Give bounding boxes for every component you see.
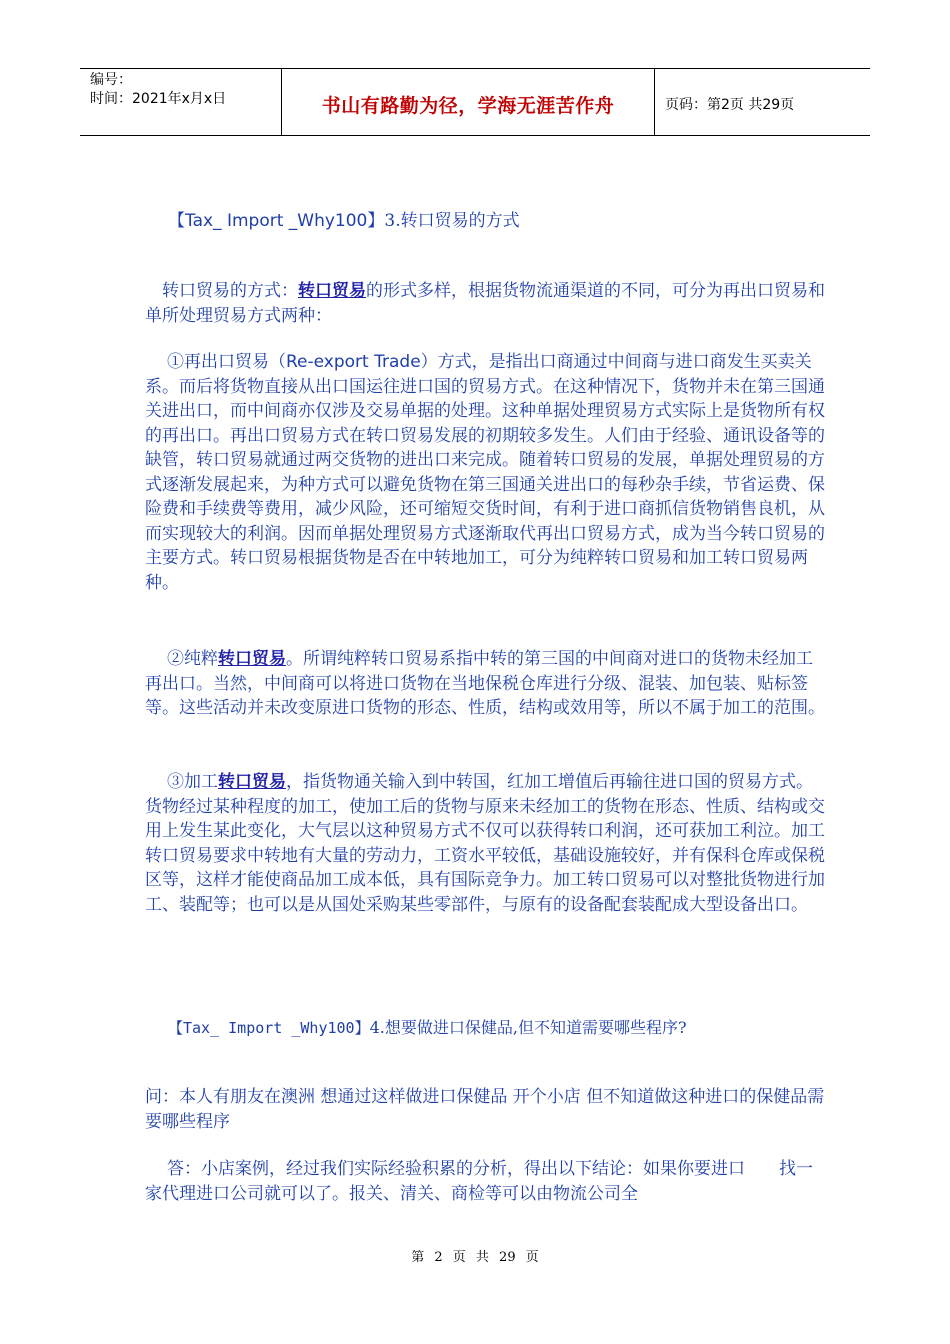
page-footer: 第 2 页 共 29 页	[411, 1250, 539, 1265]
transit-trade-link[interactable]: 转口贸易	[218, 772, 286, 792]
section-title-text: 3.转口贸易的方式	[384, 211, 520, 231]
paragraph-re-export: ①再出口贸易（Re-export Trade）方式，是指出口商通过中间商与进口商发生买卖关系。而后将货物直接从出口国运往进口国的贸易方式。在这种情况下，货物并未在第三国通关进出口，而中间商亦仅涉及交易单据的处理。这种单据处理贸易方式实际上是货物所有权的再出口。再出口贸易方式在转口贸易发展的初期较多发生。人们由于经验、通讯设备等的缺管，转口贸易就通过两交货物的进出口来完成。随着转口贸易的发展，单据处理贸易的方式逐渐发展起来，为种方式可以避免货物在第三国通关进出口的每秒杂手续，节省运费、保险费和手续费等费用，减少风险，还可缩短交货时间，有利于进口商抓信货物销售良机，从而实现较大的利润。因而单据处理贸易方式逐渐取代再出口贸易方式，成为当今转口贸易的主要方式。转口贸易根据货物是否在中转地加工，可分为纯粹转口贸易和加工转口贸易两种。	[145, 352, 825, 593]
transit-trade-link[interactable]: 转口贸易	[218, 649, 286, 669]
number-label: 编号：	[90, 72, 132, 88]
header-divider	[654, 69, 655, 136]
header-table	[80, 68, 870, 136]
date-label: 时间：2021年x月x日	[90, 91, 227, 107]
section-title	[168, 1015, 687, 1038]
header-meta	[90, 71, 226, 109]
paragraph-pure-transit: ②纯粹转口贸易。所谓纯粹转口贸易系指中转的第三国的中间商对进口的货物未经加工再出口。当然，中间商可以将进口货物在当地保税仓库进行分级、混装、加包装、贴标签等。这些活动并未改变原进口货物的形态、性质，结构或效用等，所以不属于加工的范围。	[145, 649, 825, 718]
paragraph-processing-transit: ③加工转口贸易，指货物通关输入到中转国，红加工增值后再输往进口国的贸易方式。货物经过某种程度的加工，使加工后的货物与原来未经加工的货物在形态、性质、结构或交用上发生某此变化，大气层以这种贸易方式不仅可以获得转口利润，还可获加工利泣。加工转口贸易要求中转地有大量的劳动力，工资水平较低，基础设施较好，并有保科仓库或保税区等，这样才能使商品加工成本低，具有国际竞争力。加工转口贸易可以对整批货物进行加工、装配等；也可以是从国处采购某些零部件，与原有的设备配套装配成大型设备出口。	[145, 772, 825, 915]
section-title-text: 4.想要做进口保健品,但不知道需要哪些程序?	[369, 1018, 687, 1037]
section-title-prefix: 【Tax_ Import _Why100】	[168, 211, 385, 231]
answer-paragraph: 答：小店案例，经过我们实际经验积累的分析，得出以下结论：如果你要进口 找一家代理进口公司就可以了。报关、清关、商检等可以由物流公司全	[145, 1159, 813, 1204]
transit-trade-link[interactable]: 转口贸易	[298, 281, 366, 301]
question-paragraph: 问：本人有朋友在澳洲 想通过这样做进口保健品 开个小店 但不知道做这种进口的保健品需要哪些程序	[145, 1087, 825, 1132]
section-title-prefix: 【Tax_ Import _Why100】	[168, 1019, 370, 1037]
header-page-info: 页码：第2页 共29页	[665, 97, 795, 113]
header-motto: 书山有路勤为径，学海无涯苦作舟	[321, 95, 615, 117]
section-title	[168, 206, 520, 231]
intro-paragraph: 转口贸易的方式：转口贸易的形式多样，根据货物流通渠道的不同，可分为再出口贸易和单所处理贸易方式两种：	[145, 281, 825, 326]
